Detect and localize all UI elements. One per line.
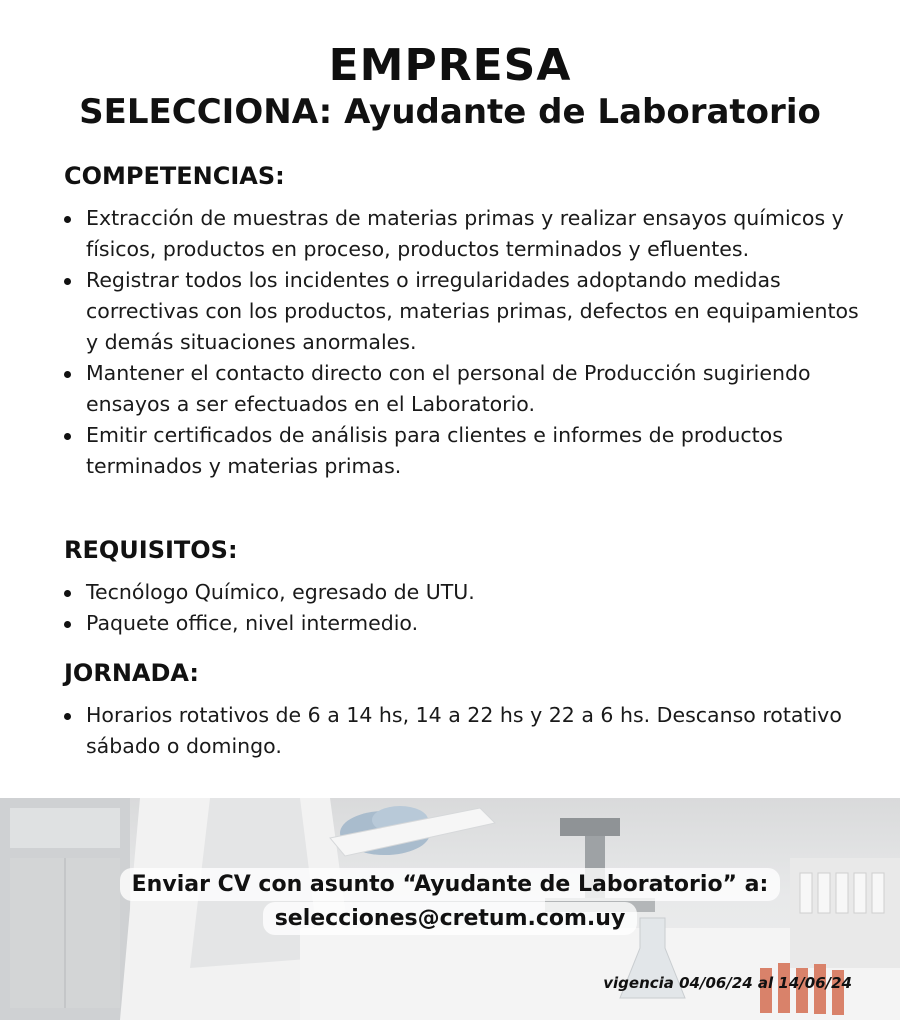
jornada-title: JORNADA: bbox=[64, 659, 200, 687]
cta-line bbox=[0, 868, 900, 901]
competencias-list bbox=[64, 203, 864, 482]
list-item: Paquete office, nivel intermedio. bbox=[64, 608, 864, 639]
list-item: Tecnólogo Químico, egresado de UTU. bbox=[64, 577, 864, 608]
cta-email-row bbox=[0, 902, 900, 935]
list-item: Mantener el contacto directo con el personal de Producción sugiriendo ensayos a ser efectuados en el Laboratorio. bbox=[64, 358, 864, 420]
validity-dates: vigencia 04/06/24 al 14/06/24 bbox=[603, 974, 852, 992]
job-position: Ayudante de Laboratorio bbox=[344, 92, 821, 132]
jornada-list bbox=[64, 700, 864, 762]
list-item: Emitir certificados de análisis para clientes e informes de productos terminados y materias primas. bbox=[64, 420, 864, 482]
company-title: EMPRESA bbox=[328, 40, 572, 91]
list-item: Horarios rotativos de 6 a 14 hs, 14 a 22 hs y 22 a 6 hs. Descanso rotativo sábado o domingo. bbox=[64, 700, 864, 762]
list-item: Extracción de muestras de materias primas y realizar ensayos químicos y físicos, productos en proceso, productos terminados y efluentes. bbox=[64, 203, 864, 265]
list-item: Registrar todos los incidentes o irregularidades adoptando medidas correctivas con los productos, materias primas, defectos en equipamientos y demás situaciones anormales. bbox=[64, 265, 864, 358]
requisitos-title: REQUISITOS: bbox=[64, 536, 238, 564]
requisitos-list bbox=[64, 577, 864, 639]
competencias-title: COMPETENCIAS: bbox=[64, 162, 285, 190]
select-lead: SELECCIONA: bbox=[79, 92, 333, 132]
contact-email-link[interactable]: selecciones@cretum.com.uy bbox=[263, 902, 638, 935]
cta-instruction: Enviar CV con asunto “Ayudante de Laboratorio” a: bbox=[120, 868, 781, 901]
job-heading bbox=[0, 92, 900, 132]
